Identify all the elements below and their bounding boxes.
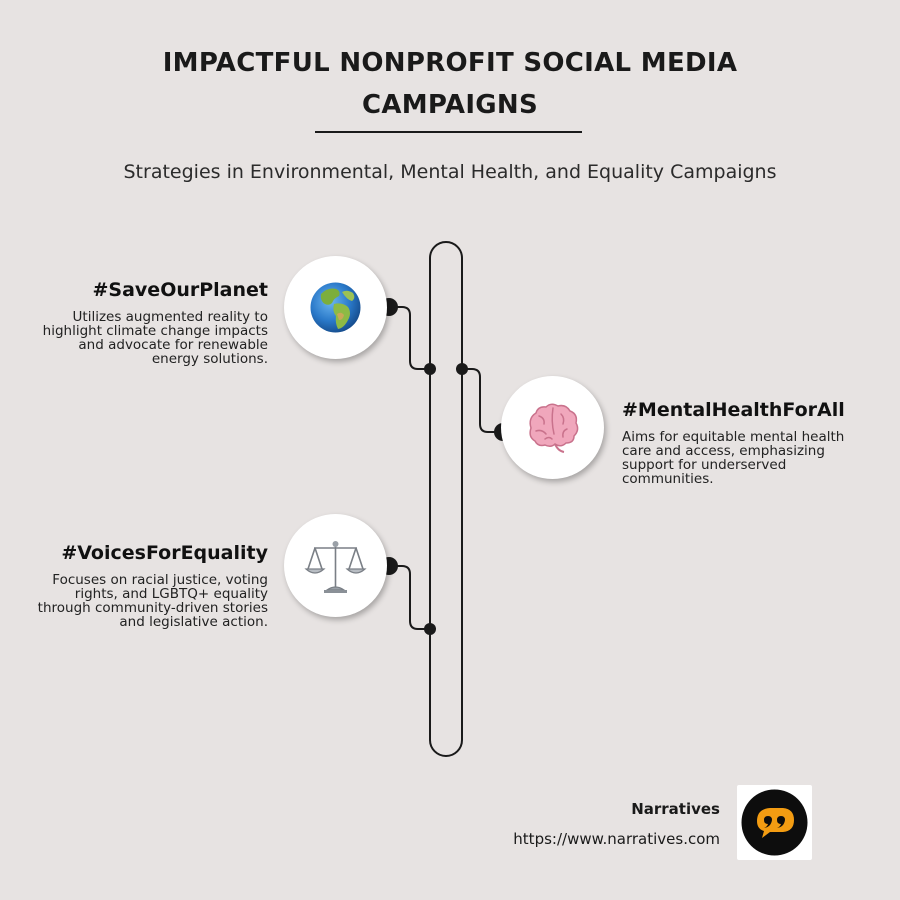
brand-logo <box>737 785 812 860</box>
campaign-circle-voices-equality <box>284 514 387 617</box>
connector-save-our-planet <box>389 307 430 369</box>
connector-voices-equality <box>389 566 430 629</box>
campaign-hashtag: #MentalHealthForAll <box>622 399 845 421</box>
campaign-description: Aims for equitable mental health care and access, emphasizing support for underserved communities. <box>622 429 845 487</box>
campaign-hashtag: #VoicesForEquality <box>61 542 268 564</box>
brand-name: Narratives <box>631 800 720 818</box>
campaign-description: Focuses on racial justice, voting rights, and LGBTQ+ equality through community-driven stories and legislative action. <box>37 572 268 630</box>
campaign-text-voices-equality <box>30 541 268 629</box>
campaign-text-save-our-planet <box>30 278 268 366</box>
timeline-track <box>430 242 462 756</box>
speech-bubble-quote-icon <box>737 785 812 860</box>
junction-dot <box>424 623 436 635</box>
campaign-description: Utilizes augmented reality to highlight climate change impacts and advocate for renewable energy solutions. <box>42 309 268 367</box>
page-subtitle: Strategies in Environmental, Mental Health, and Equality Campaigns <box>123 161 777 183</box>
campaign-hashtag: #SaveOurPlanet <box>92 279 268 301</box>
brand-url[interactable]: https://www.narratives.com <box>513 830 720 848</box>
campaign-circle-mental-health <box>501 376 604 479</box>
campaign-circle-save-our-planet <box>284 256 387 359</box>
junction-dot <box>424 363 436 375</box>
balance-scale-icon <box>284 514 387 617</box>
junction-dot <box>456 363 468 375</box>
brain-icon <box>501 376 604 479</box>
globe-icon <box>284 256 387 359</box>
connector-mental-health <box>462 369 503 432</box>
campaign-text-mental-health <box>622 398 862 486</box>
page-title: IMPACTFUL NONPROFIT SOCIAL MEDIA CAMPAIGNS <box>162 48 738 120</box>
